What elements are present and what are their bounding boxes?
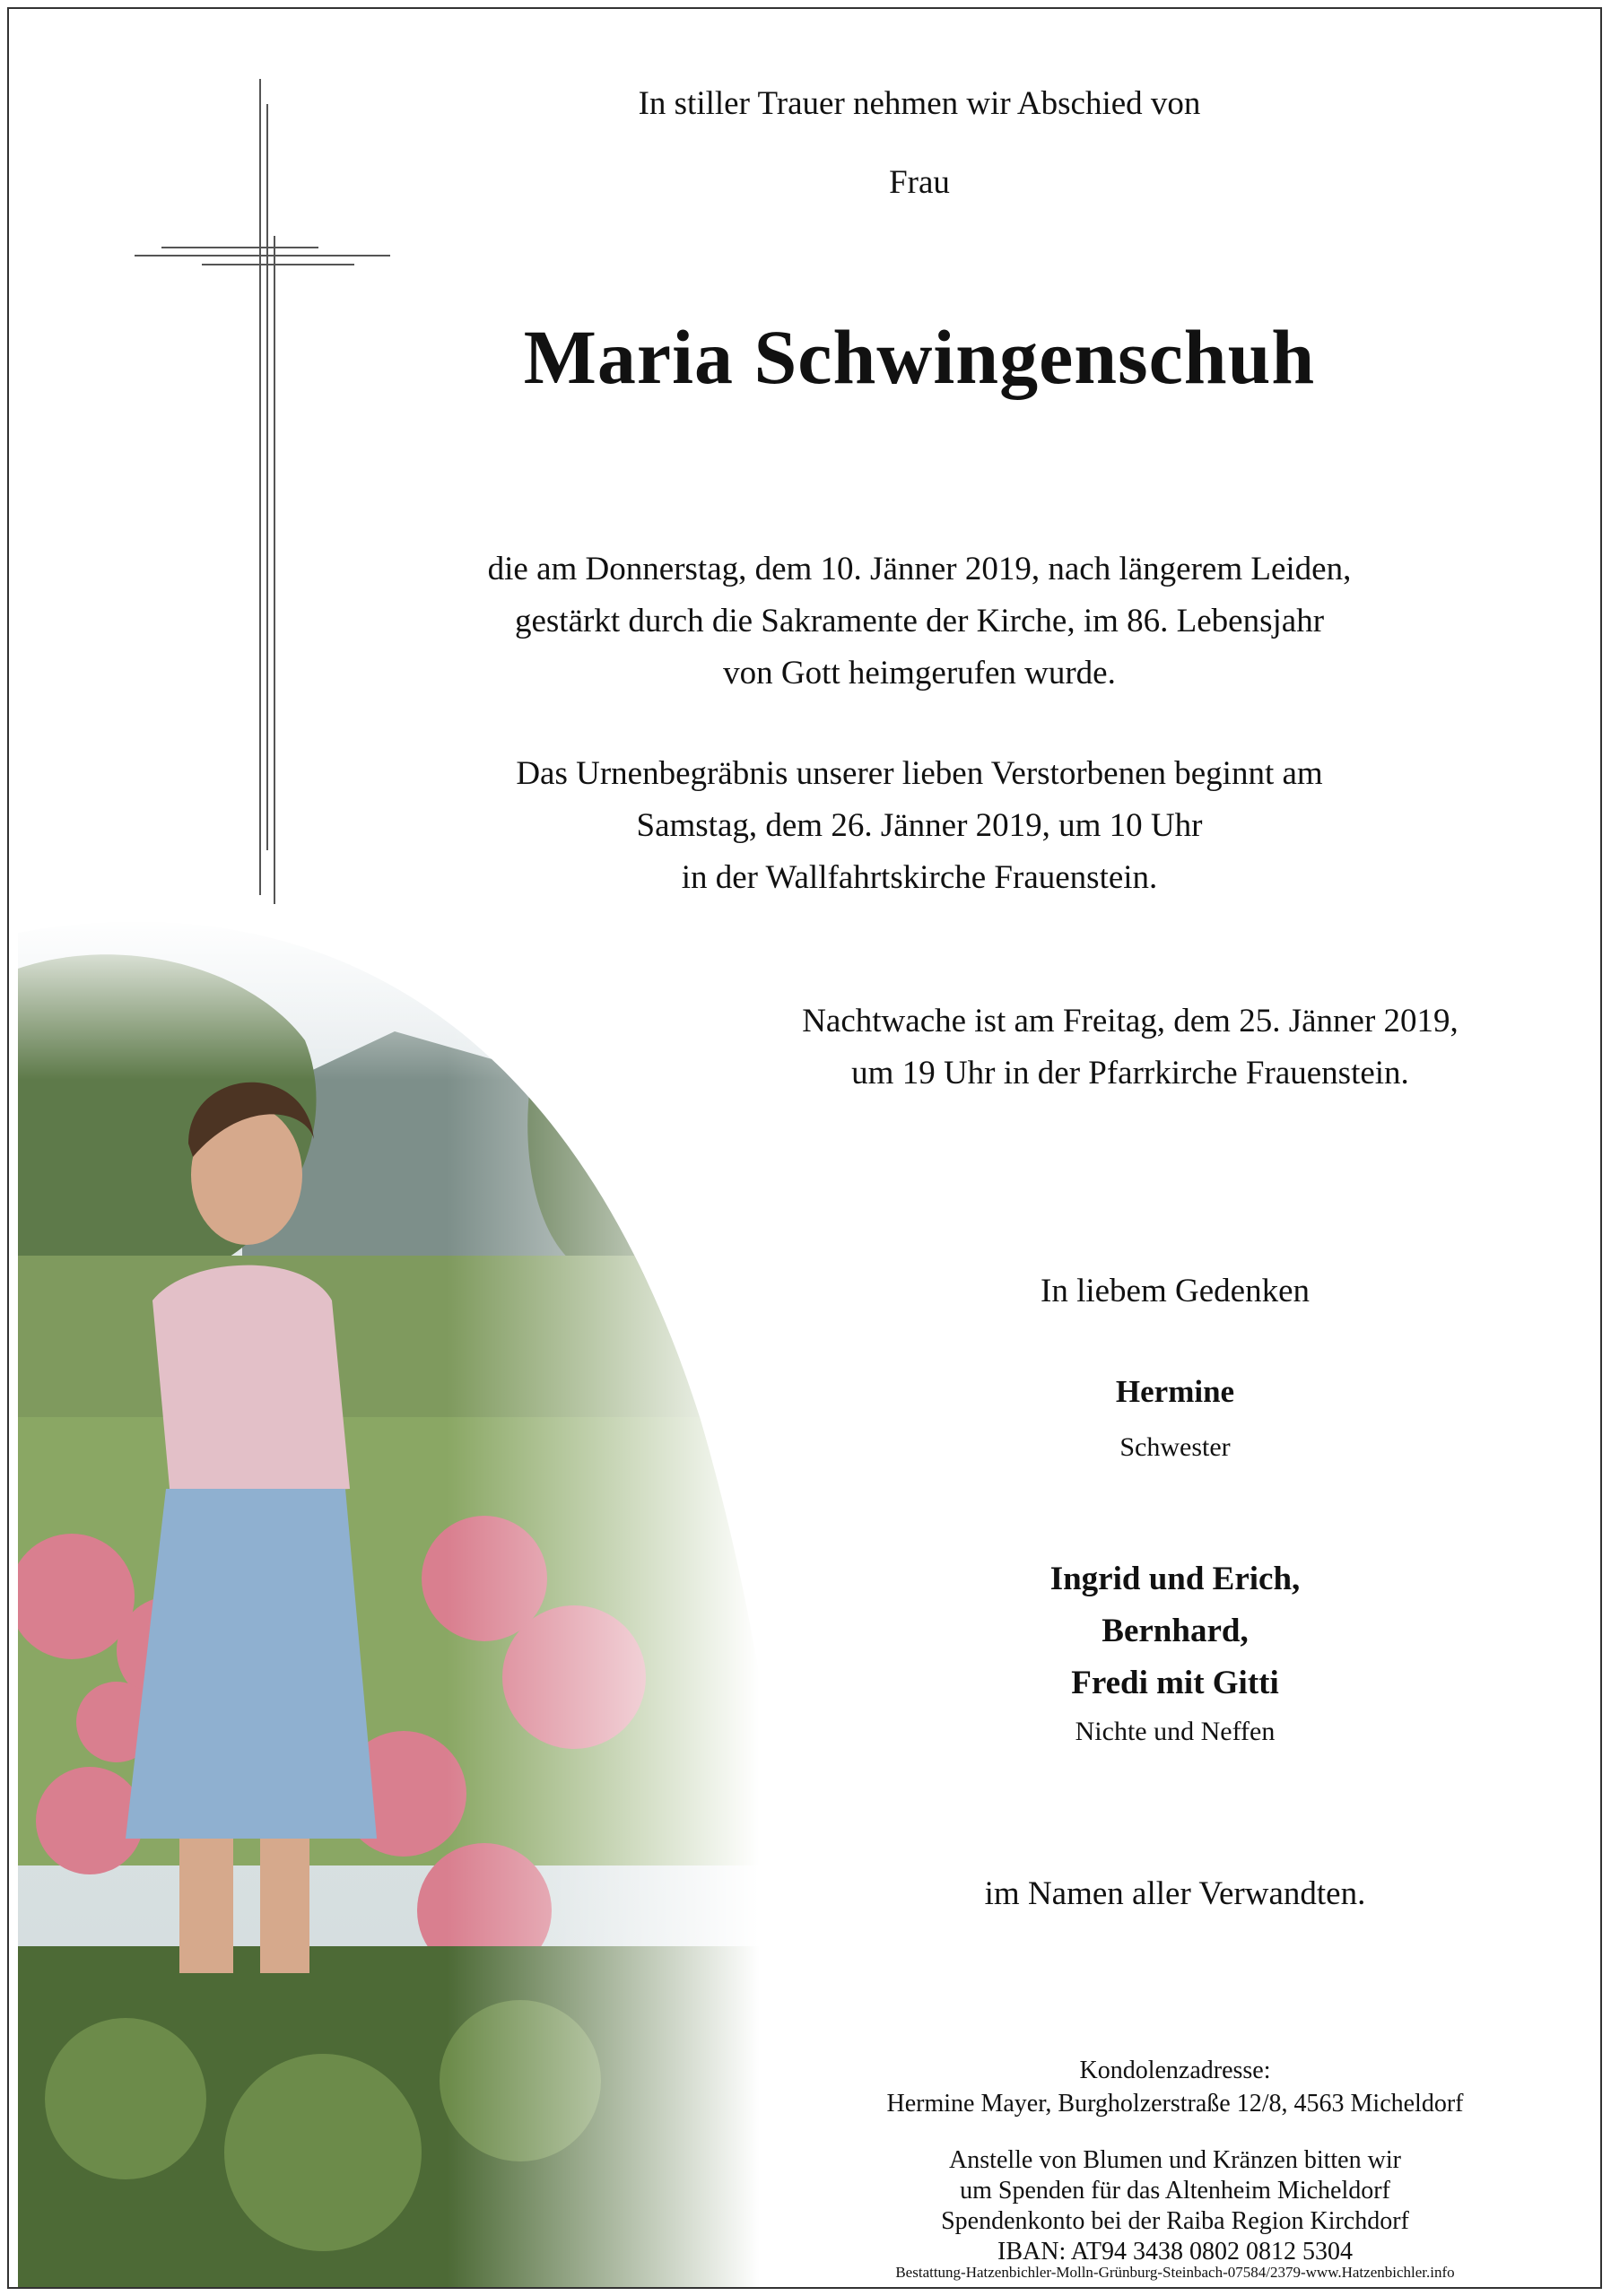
donation-line: IBAN: AT94 3438 0802 0812 5304 [997, 2238, 1353, 2266]
memory-heading: In liebem Gedenken [1041, 1273, 1310, 1309]
donation-line: Anstelle von Blumen und Kränzen bitten wir [949, 2146, 1401, 2174]
obituary-page [7, 7, 1602, 2289]
donation-request [780, 2145, 1570, 2267]
death-notice-line: gestärkt durch die Sakramente der Kirche, im 86. Lebensjahr [514, 603, 1325, 639]
closing-line: im Namen aller Verwandten. [984, 1875, 1366, 1912]
condolence-label: Kondolenzadresse: [1079, 2057, 1271, 2084]
donation-line: um Spenden für das Altenheim Micheldorf [960, 2177, 1390, 2205]
mourner-name: Fredi mit Gitti [1071, 1665, 1279, 1701]
salutation: Frau [889, 164, 950, 201]
funeral-line: Das Urnenbegräbnis unserer lieben Verstorbenen beginnt am [516, 755, 1323, 792]
death-notice [233, 544, 1602, 700]
portrait-photo [18, 915, 798, 2289]
mourner-relation: Schwester [1119, 1432, 1231, 1462]
vigil-line: Nachtwache ist am Freitag, dem 25. Jänner 2019, [802, 1003, 1459, 1039]
intro-text: In stiller Trauer nehmen wir Abschied von [638, 85, 1201, 122]
death-notice-line: die am Donnerstag, dem 10. Jänner 2019, nach längerem Leiden, [487, 551, 1352, 587]
funeral-home-footer: Bestattung-Hatzenbichler-Molln-Grünburg-Steinbach-07584/2379-www.Hatzenbichler.info [895, 2264, 1455, 2281]
mourner-name: Ingrid und Erich, [1049, 1561, 1301, 1597]
funeral-line: in der Wallfahrtskirche Frauenstein. [681, 859, 1158, 896]
funeral-line: Samstag, dem 26. Jänner 2019, um 10 Uhr [636, 807, 1203, 844]
death-notice-line: von Gott heimgerufen wurde. [723, 655, 1116, 691]
mourner-name: Bernhard, [1102, 1613, 1249, 1649]
mourner-relation: Nichte und Neffen [1075, 1717, 1276, 1746]
deceased-name: Maria Schwingenschuh [523, 314, 1316, 400]
vigil-line: um 19 Uhr in der Pfarrkirche Frauenstein. [851, 1055, 1409, 1091]
funeral-info [233, 748, 1602, 904]
condolence-address: Hermine Mayer, Burgholzerstraße 12/8, 4563 Micheldorf [886, 2090, 1464, 2118]
mourner-name: Hermine [1115, 1374, 1235, 1409]
mourner-group [780, 1553, 1570, 1709]
vigil-info [637, 996, 1602, 1100]
donation-line: Spendenkonto bei der Raiba Region Kirchdorf [941, 2207, 1409, 2235]
